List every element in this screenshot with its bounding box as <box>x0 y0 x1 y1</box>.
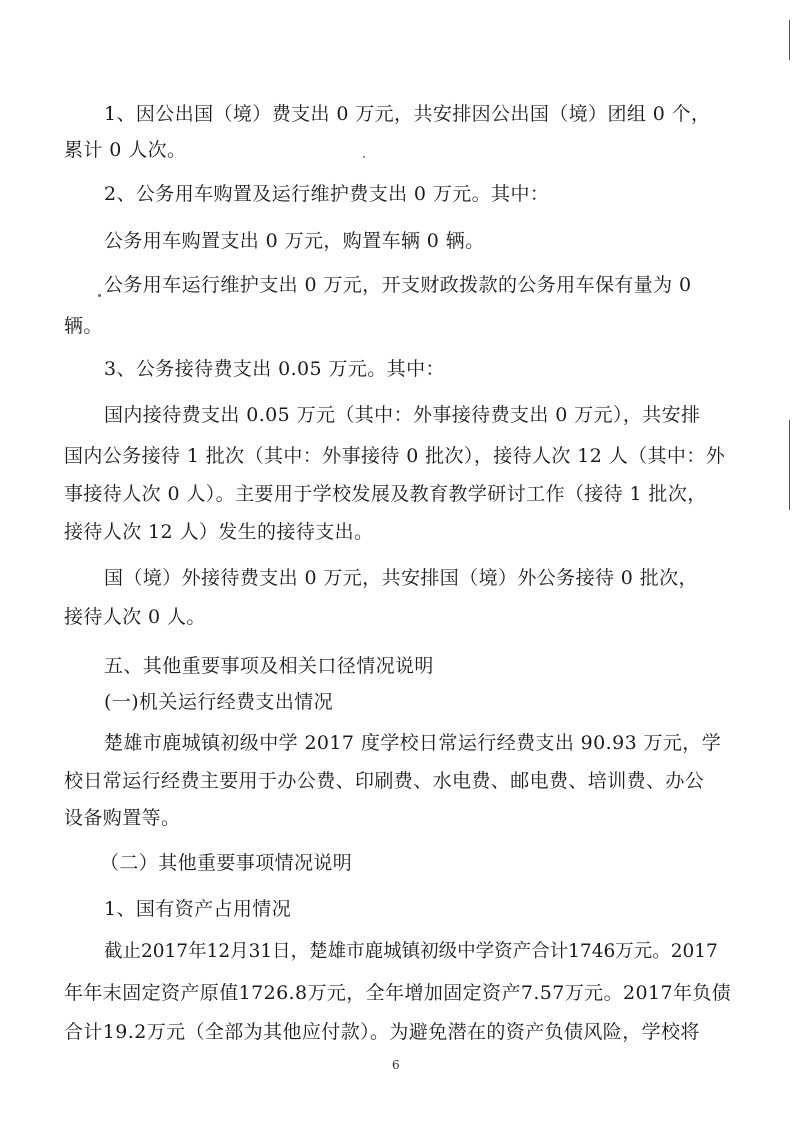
subsection-heading: (一)机关运行经费支出情况 <box>104 691 334 713</box>
text-line: 国内公务接待 1 批次（其中：外事接待 0 批次），接待人次 12 人（其中：外 <box>64 445 726 467</box>
text-line: 3、公务接待费支出 0.05 万元。其中： <box>104 358 445 380</box>
text-line: 设备购置等。 <box>64 807 181 829</box>
text-line: 累计 0 人次。 <box>64 139 187 161</box>
scan-speck <box>363 156 365 158</box>
text-line: 截止2017年12月31日，楚雄市鹿城镇初级中学资产合计1746万元。2017 <box>104 941 718 962</box>
text-line: 校日常运行经费主要用于办公费、印刷费、水电费、邮电费、培训费、办公 <box>64 770 705 792</box>
text-line: 国内接待费支出 0.05 万元（其中：外事接待费支出 0 万元），共安排 <box>104 404 701 426</box>
scan-edge-line <box>789 20 790 60</box>
scan-edge-line <box>789 420 790 510</box>
text-line: 公务用车购置支出 0 万元，购置车辆 0 辆。 <box>104 230 485 252</box>
subsection-heading: （二）其他重要事项情况说明 <box>100 852 353 874</box>
text-line: 年年末固定资产原值1726.8万元，全年增加固定资产7.57万元。2017年负债 <box>64 982 732 1004</box>
text-line: 1、因公出国（境）费支出 0 万元，共安排因公出国（境）团组 0 个， <box>104 103 711 125</box>
text-line: 公务用车运行维护支出 0 万元，开支财政拨款的公务用车保有量为 0 <box>104 274 692 296</box>
text-line: 事接待人次 0 人）。主要用于学校发展及教育教学研讨工作（接待 1 批次， <box>64 483 707 505</box>
text-line: 2、公务用车购置及运行维护费支出 0 万元。其中： <box>104 183 550 205</box>
text-line: 接待人次 0 人。 <box>64 606 206 628</box>
text-line: 1、国有资产占用情况 <box>104 898 292 920</box>
text-line: 合计19.2万元（全部为其他应付款）。为避免潜在的资产负债风险，学校将 <box>64 1021 700 1043</box>
page-number: 6 <box>392 1058 400 1072</box>
scan-speck <box>98 294 101 297</box>
text-line: 楚雄市鹿城镇初级中学 2017 度学校日常运行经费支出 90.93 万元，学 <box>104 732 722 754</box>
text-line: 接待人次 12 人）发生的接待支出。 <box>64 521 374 543</box>
text-line: 国（境）外接待费支出 0 万元，共安排国（境）外公务接待 0 批次， <box>104 567 698 589</box>
section-heading: 五、其他重要事项及相关口径情况说明 <box>104 655 434 677</box>
text-line: 辆。 <box>64 315 103 337</box>
